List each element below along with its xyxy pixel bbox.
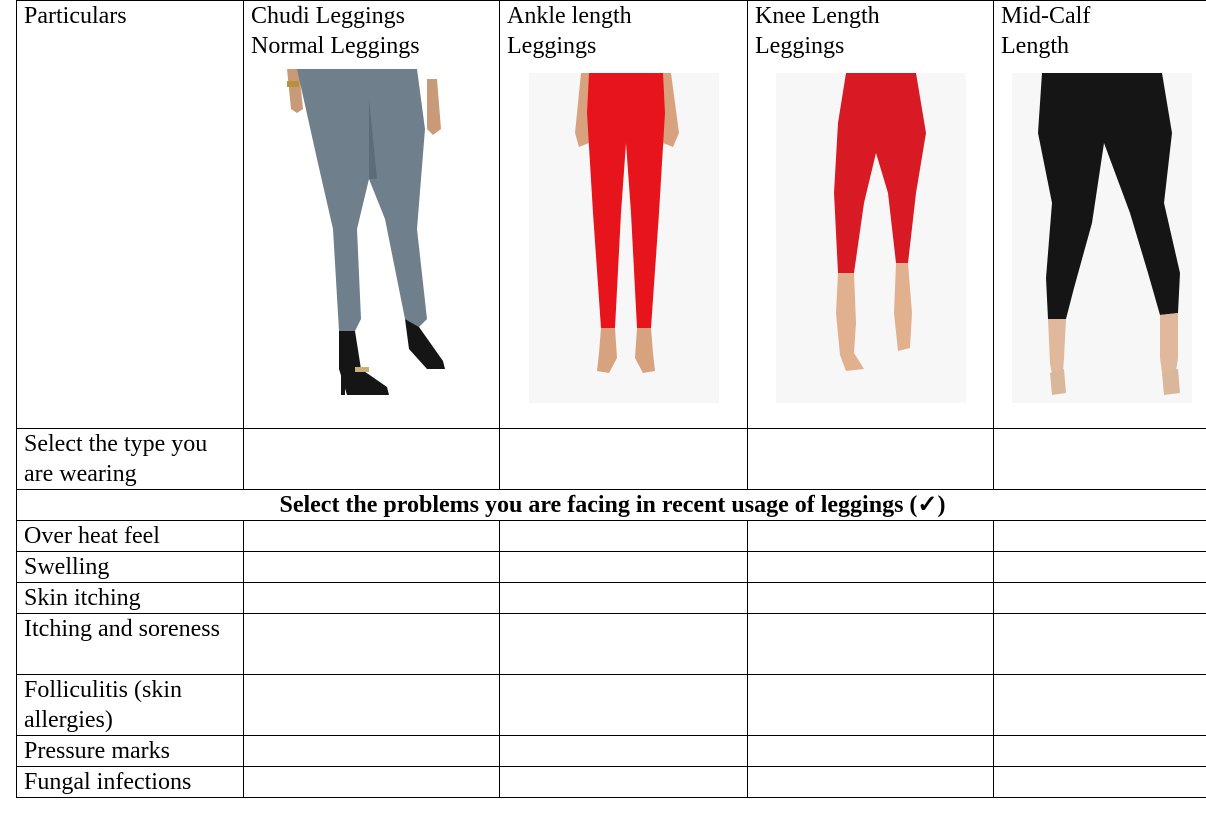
header-mid-calf-leggings: Mid-Calf Length	[994, 1, 1206, 429]
select-cell-ankle[interactable]	[500, 429, 748, 490]
check-cell[interactable]	[244, 552, 500, 583]
problem-row	[17, 614, 1206, 675]
check-cell[interactable]	[244, 614, 500, 675]
row-label: Itching and soreness	[17, 614, 244, 675]
check-cell[interactable]	[500, 552, 748, 583]
problem-row	[17, 767, 1206, 798]
row-label: Folliculitis (skin allergies)	[17, 675, 244, 736]
row-label: Over heat feel	[17, 521, 244, 552]
check-cell[interactable]	[994, 583, 1206, 614]
header-chudi-leggings: Chudi Leggings Normal Leggings	[244, 1, 500, 429]
problem-row	[17, 583, 1206, 614]
check-cell[interactable]	[244, 736, 500, 767]
select-cell-chudi[interactable]	[244, 429, 500, 490]
check-cell[interactable]	[748, 521, 994, 552]
check-cell[interactable]	[244, 767, 500, 798]
problem-row	[17, 552, 1206, 583]
header-row	[17, 1, 1206, 429]
check-cell[interactable]	[994, 552, 1206, 583]
header-knee-leggings: Knee Length Leggings	[748, 1, 994, 429]
check-cell[interactable]	[748, 583, 994, 614]
knee-leggings-image	[776, 73, 966, 403]
row-label: Fungal infections	[17, 767, 244, 798]
mid-calf-leggings-image	[1012, 73, 1192, 403]
check-cell[interactable]	[994, 767, 1206, 798]
row-label: Skin itching	[17, 583, 244, 614]
row-label: Select the type you are wearing	[17, 429, 244, 490]
check-cell[interactable]	[748, 767, 994, 798]
row-label: Swelling	[17, 552, 244, 583]
check-cell[interactable]	[994, 614, 1206, 675]
chudi-leggings-image	[277, 69, 467, 399]
check-cell[interactable]	[994, 675, 1206, 736]
check-cell[interactable]	[500, 675, 748, 736]
check-cell[interactable]	[748, 552, 994, 583]
ankle-leggings-image	[529, 73, 719, 403]
check-cell[interactable]	[244, 583, 500, 614]
check-cell[interactable]	[500, 521, 748, 552]
check-cell[interactable]	[748, 614, 994, 675]
check-cell[interactable]	[500, 767, 748, 798]
select-cell-knee[interactable]	[748, 429, 994, 490]
header-ankle-leggings: Ankle length Leggings	[500, 1, 748, 429]
check-cell[interactable]	[994, 736, 1206, 767]
row-label: Pressure marks	[17, 736, 244, 767]
check-cell[interactable]	[748, 675, 994, 736]
check-cell[interactable]	[500, 614, 748, 675]
check-cell[interactable]	[500, 583, 748, 614]
problem-row	[17, 736, 1206, 767]
section-heading-row	[17, 490, 1206, 521]
check-cell[interactable]	[244, 521, 500, 552]
problem-row	[17, 521, 1206, 552]
check-cell[interactable]	[500, 736, 748, 767]
check-cell[interactable]	[994, 521, 1206, 552]
survey-table	[16, 0, 1206, 798]
select-cell-mid-calf[interactable]	[994, 429, 1206, 490]
select-type-row	[17, 429, 1206, 490]
check-cell[interactable]	[244, 675, 500, 736]
header-particulars: Particulars	[17, 1, 244, 429]
problem-row	[17, 675, 1206, 736]
check-cell[interactable]	[748, 736, 994, 767]
section-heading: Select the problems you are facing in recent usage of leggings (✓)	[17, 490, 1206, 521]
